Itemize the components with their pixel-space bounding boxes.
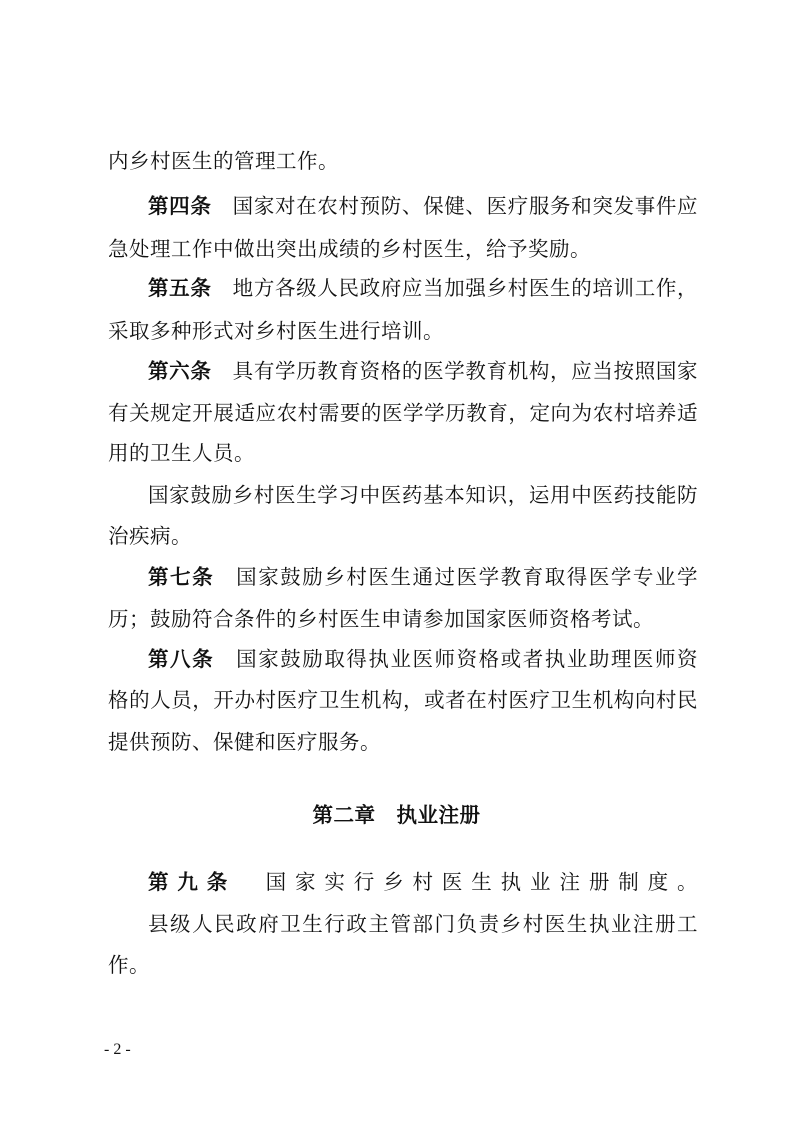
article-label: 第八条 [148,647,215,671]
body-line: 急处理工作中做出突出成绩的乡村医生，给予奖励。 [108,237,591,261]
article-7-line: 第七条 国家鼓励乡村医生通过医学教育取得医学专业学 [148,565,699,589]
page-number: - 2 - [104,1041,131,1058]
article-label: 第四条 [148,194,212,218]
article-5-line: 第五条 地方各级人民政府应当加强乡村医生的培训工作， [148,276,699,300]
article-9-line: 第九条 国家实行乡村医生执业注册制度。 [148,870,699,894]
body-line: 县级人民政府卫生行政主管部门负责乡村医生执业注册工 [148,912,698,936]
article-4-line: 第四条 国家对在农村预防、保健、医疗服务和突发事件应 [148,194,699,218]
article-label: 第七条 [148,565,215,589]
body-line: 用的卫生人员。 [108,441,255,465]
article-label: 第九条 [148,870,237,894]
article-6-line: 第六条 具有学历教育资格的医学教育机构，应当按照国家 [148,359,699,383]
body-line: 内乡村医生的管理工作。 [108,149,339,173]
body-line: 格的人员，开办村医疗卫生机构，或者在村医疗卫生机构向村民 [108,688,698,712]
article-8-line: 第八条 国家鼓励取得执业医师资格或者执业助理医师资 [148,647,699,671]
body-line: 采取多种形式对乡村医生进行培训。 [108,319,444,343]
body-line: 国家鼓励乡村医生学习中医药基本知识，运用中医药技能防 [148,483,698,507]
body-line: 提供预防、保健和医疗服务。 [108,730,381,754]
body-line: 有关规定开展适应农村需要的医学学历教育，定向为农村培养适 [108,401,698,425]
body-line: 作。 [108,953,150,977]
body-line: 治疾病。 [108,524,192,548]
article-label: 第五条 [148,276,212,300]
body-line: 历；鼓励符合条件的乡村医生申请参加国家医师资格考试。 [108,607,654,631]
article-label: 第六条 [148,359,212,383]
chapter-heading: 第二章 执业注册 [312,803,481,827]
